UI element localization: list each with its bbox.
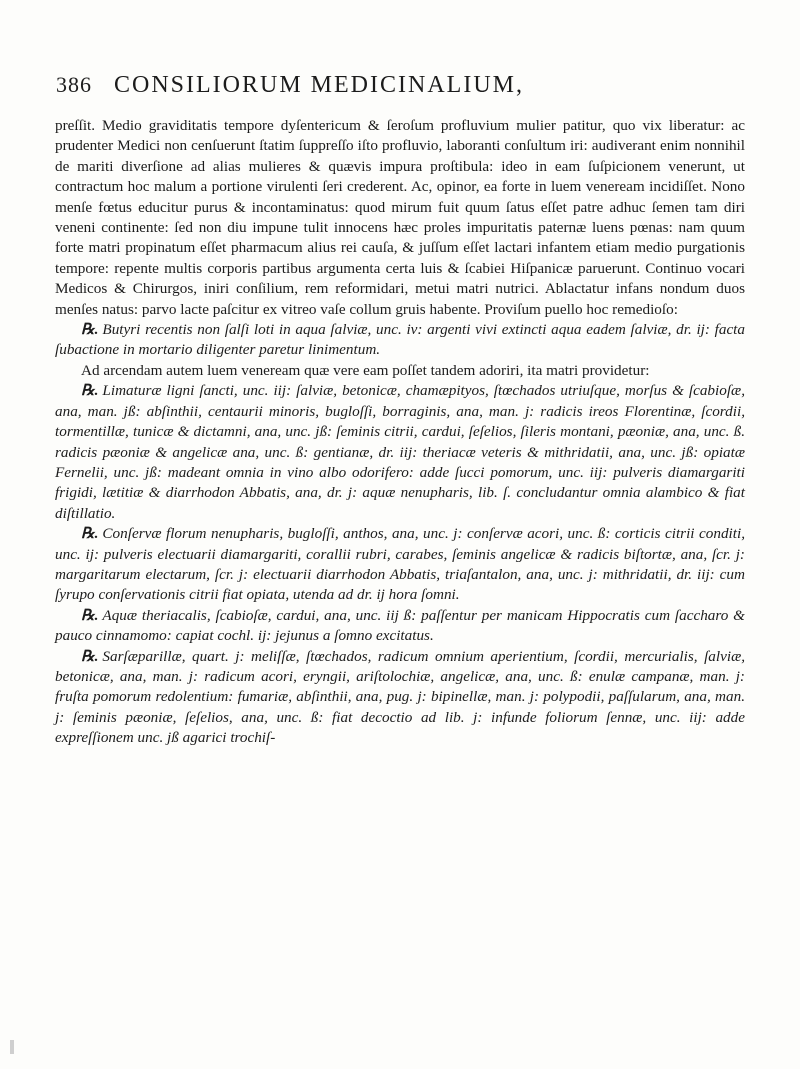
margin-mark xyxy=(10,1040,14,1054)
rx-symbol: ℞. xyxy=(81,606,99,624)
page-number: 386 xyxy=(56,72,92,97)
recipe-3-text: Conſervæ florum nenupharis, bugloſſi, anthos, ana, unc. j: conſervæ acori, unc. ß: corticis citrii conditi, unc. ij: pulveris electuarii diamargariti, corallii rubri, carabes, ſeminis angelicæ & radicis biſtortæ, ana, ſcr. j: margaritarum electarum, ſcr. j: electuarii diarrhodon Abbatis, triaſantalon, ana, unc. j: mithridatii, dr. iij: cum ſyrupo conſervationis citrii fiat opiata, utenda ad dr. ij hora ſomni. xyxy=(55,525,745,604)
rx-symbol: ℞. xyxy=(81,321,99,339)
paragraph-1: preſſit. Medio graviditatis tempore dyſentericum & ſeroſum profluvium mulier patitur, quo vix liberatur: ac prudenter Medici non cenſuerunt ſtatim ſuppreſſo iſto profluvio, laboranti conſultum iri: audiverant enim nonnihil de mariti diverſione ad alias mulieres & quævis impura proſtibula: ideo in eam ſuſpicionem venerunt, ut contractum hoc malum a portione virulenti ſeri crederent. Ac, opinor, ea forte in luem veneream incidiſſet. Nono menſe fœtus educitur purus & incontaminatus: quod mirum fuit quum ſatus eſſet patre adhuc ſemen tam diri veneni continente: ſed non diu impune tulit innocens hæc proles impuritatis paternæ luens pœnas: nam quum forte matri propinatum eſſet pharmacum alius rei cauſa, & juſſum eſſet lactari infantem etiam medio purgationis tempore: repente multis corporis partibus argumenta certa luis & ſcabiei Hiſpanicæ paruerunt. Continuo vocari Medicos & Chirurgos, iniri conſilium, rem reformidari, metui matri nutrici. Ablactatur infans nondum duos menſes natus: parvo lacte paſcitur ex vitreo vaſe collum gruis habente. Proviſum puello hoc remedioſo: xyxy=(55,117,745,318)
recipe-4 xyxy=(55,606,745,647)
recipe-3 xyxy=(55,524,745,606)
recipe-5-text: Sarſæparillæ, quart. j: meliſſæ, ſtœchados, radicum omnium aperientium, ſcordii, mercurialis, ſalviæ, betonicæ, ana, man. j: radicum acori, eryngii, ariſtolochiæ, angelicæ, ana, unc. ß: enulæ campanæ, man. j: fruſta pomorum redolentium: fumariæ, abſinthii, ana, pug. j: bipinellæ, man. j: polypodii, paſſularum, ana, man. j: ſeminis pæoniæ, ſeſelios, ana, unc. ß: fiat decoctio ad lib. j: infunde foliorum ſennæ, unc. iij: adde expreſſionem unc. jß agarici trochiſ- xyxy=(55,647,745,747)
recipe-5 xyxy=(55,647,745,749)
rx-symbol: ℞. xyxy=(81,647,99,665)
recipe-4-text: Aquæ theriacalis, ſcabioſæ, cardui, ana, unc. iij ß: paſſentur per manicam Hippocratis cum ſaccharo & pauco cinnamomo: capiat cochl. ij: jejunus a ſomno excitatus. xyxy=(55,606,745,645)
running-title: CONSILIORUM MEDICINALIUM, xyxy=(114,72,524,98)
text-block xyxy=(55,116,745,749)
recipe-2-text: Limaturæ ligni ſancti, unc. iij: ſalviæ, betonicæ, chamæpityos, ſtœchados utriuſque, morſus & ſcabioſæ, ana, man. jß: abſinthii, centaurii minoris, bugloſſi, borraginis, ana, man. j: radicis ireos Florentinæ, ſcordii, tormentillæ, tunicæ & dictamni, ana, unc. jß: ſeminis citrii, cardui, ſeſelios, ſileris montani, pæoniæ, ana, unc. ß. radicis pæoniæ & angelicæ ana, unc. ß: gentianæ, dr. iij: theriacæ veteris & mithridatii, ana, unc. jß: opiatæ Fernelii, unc. jß: madeant omnia in vino albo odorifero: adde ſucci pomorum, unc. iij: pulveris diamargariti frigidi, lætitiæ & diarrhodon Abbatis, ana, dr. j: aquæ nenupharis, lib. ſ. concludantur omnia alambico & fiat diſtillatio. xyxy=(55,382,745,522)
running-head xyxy=(56,72,736,112)
rx-symbol: ℞. xyxy=(81,525,99,543)
recipe-1-text: Butyri recentis non ſalſi loti in aqua ſalviæ, unc. iv: argenti vivi extincti aqua eadem ſalviæ, dr. ij: facta ſubactione in mortario diligenter paretur linimentum. xyxy=(55,321,745,359)
rx-symbol: ℞. xyxy=(81,382,99,400)
recipe-1 xyxy=(55,320,745,361)
paragraph-2: Ad arcendam autem luem veneream quæ vere eam poſſet tandem adoriri, ita matri providetur: xyxy=(81,361,650,379)
recipe-2 xyxy=(55,381,745,524)
